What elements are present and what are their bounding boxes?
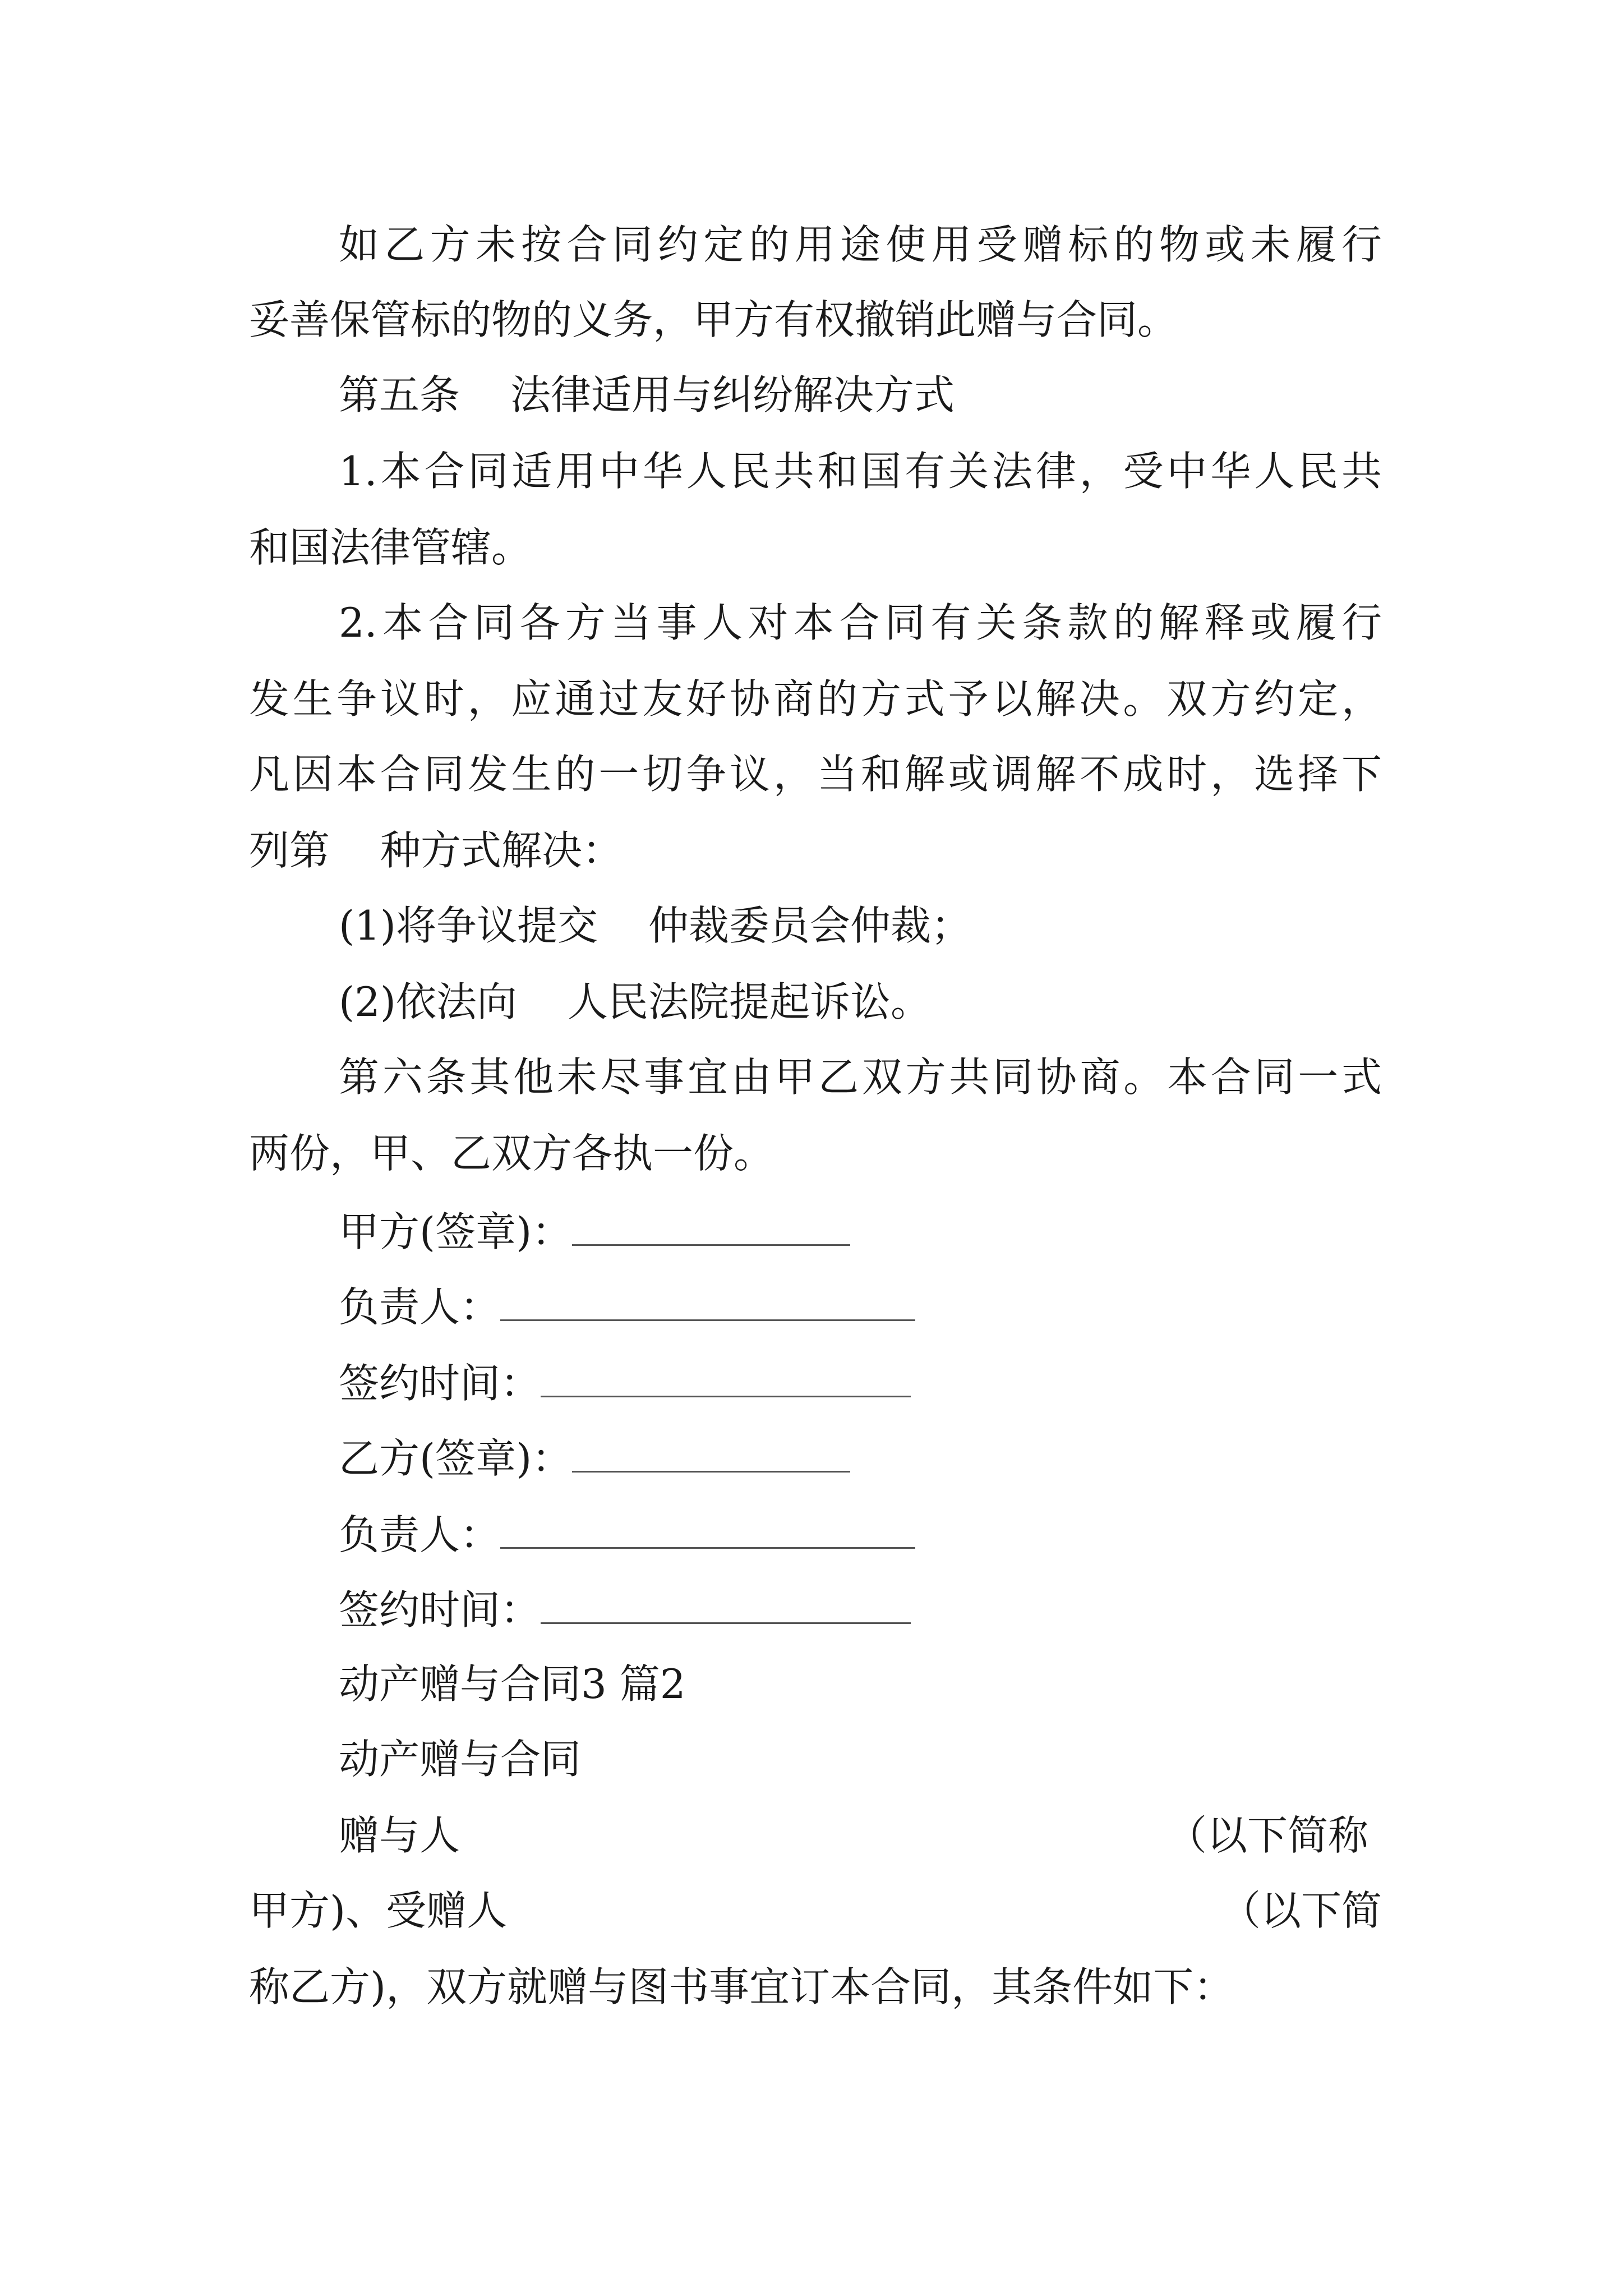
signature-blank [572, 1209, 850, 1246]
section-heading: 动产赠与合同3 篇2 [339, 1660, 686, 1708]
text-fragment: (2)依法向 [339, 978, 517, 1025]
paragraph-line: 两份，甲、乙双方各执一份。 [249, 1130, 774, 1177]
signature-label: 签约时间： [339, 1586, 541, 1634]
article-number: 第五条 [339, 371, 460, 418]
paragraph-line: 发生争议时，应通过友好协商的方式予以解决。双方约定， [249, 675, 1382, 723]
paragraph-line: 和国法律管辖。 [249, 524, 532, 571]
signature-line-date-a [339, 1360, 911, 1407]
signature-label: 签约时间： [339, 1360, 541, 1407]
signature-line-date-b [339, 1586, 911, 1634]
text-fragment: 列第 [249, 827, 330, 874]
article-heading [339, 371, 955, 418]
text-fragment: 人民法院提起诉讼。 [568, 978, 932, 1025]
signature-label: 乙方(签章)： [339, 1435, 573, 1482]
paragraph-line: 妥善保管标的物的义务，甲方有权撤销此赠与合同。 [249, 296, 1178, 343]
signature-blank [541, 1588, 911, 1624]
signature-line-person-b [339, 1511, 915, 1558]
section-title: 动产赠与合同 [339, 1736, 582, 1783]
text-fragment: （以下简称 [1166, 1812, 1369, 1859]
paragraph-line: 称乙方)，双方就赠与图书事宜订本合同，其条件如下： [249, 1963, 1234, 2010]
paragraph-line: 如乙方未按合同约定的用途使用受赠标的物或未履行 [339, 221, 1382, 268]
text-fragment: (1)将争议提交 [339, 902, 598, 949]
text-fragment: 仲裁委员会仲裁； [648, 902, 972, 949]
paragraph-line [1220, 1887, 1382, 1934]
signature-line-party-a [339, 1208, 850, 1255]
paragraph-line: 2.本合同各方当事人对本合同有关条款的解释或履行 [339, 599, 1382, 646]
option-line [339, 902, 972, 949]
article-title: 法律适用与纠纷解决方式 [510, 371, 955, 418]
signature-label: 负责人： [339, 1511, 501, 1558]
text-fragment: 赠与人 [339, 1812, 460, 1859]
paragraph-line [249, 827, 623, 874]
signature-blank [572, 1436, 850, 1473]
paragraph-line [249, 1887, 508, 1934]
paragraph-line: 1.本合同适用中华人民共和国有关法律，受中华人民共 [339, 448, 1382, 495]
signature-blank [500, 1512, 915, 1549]
signature-label: 负责人： [339, 1283, 501, 1331]
signature-line-party-b [339, 1435, 850, 1482]
paragraph-line: 凡因本合同发生的一切争议，当和解或调解不成时，选择下 [249, 751, 1382, 798]
signature-label: 甲方(签章)： [339, 1208, 573, 1255]
paragraph-line [339, 1812, 460, 1859]
signature-blank [541, 1361, 911, 1397]
text-fragment: （以下简 [1220, 1887, 1382, 1934]
option-line [339, 978, 932, 1025]
text-fragment: 种方式解决： [380, 827, 623, 874]
text-fragment: 甲方)、受赠人 [249, 1887, 508, 1934]
signature-blank [500, 1285, 915, 1321]
paragraph-line [1166, 1812, 1382, 1859]
signature-line-person-a [339, 1283, 915, 1331]
paragraph-line: 第六条其他未尽事宜由甲乙双方共同协商。本合同一式 [339, 1053, 1382, 1101]
